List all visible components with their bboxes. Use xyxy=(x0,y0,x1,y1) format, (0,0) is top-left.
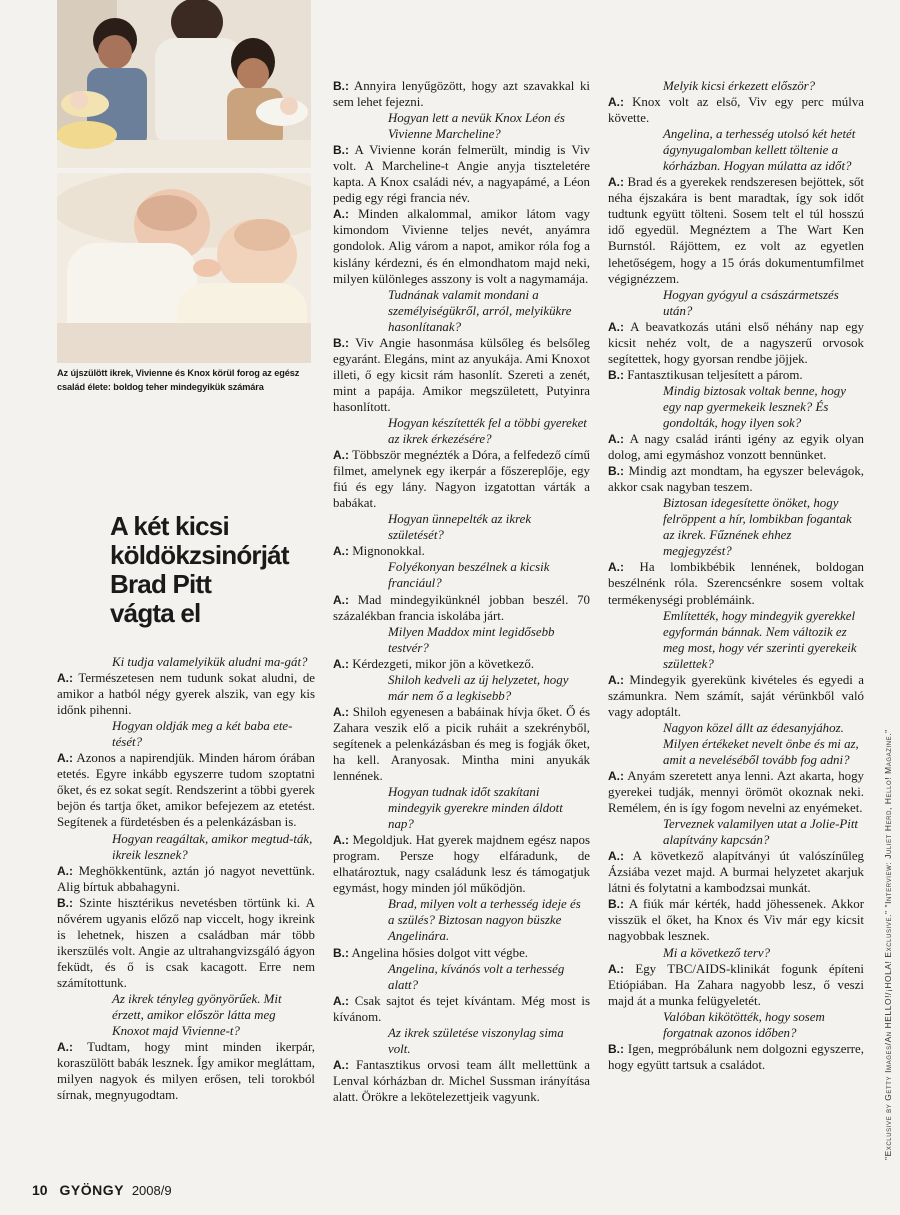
speaker-label: B.: xyxy=(333,335,349,350)
page-number: 10 xyxy=(32,1182,48,1198)
speaker-label: A.: xyxy=(333,448,349,463)
answer-text: Mindegyik gyerekünk kivételes és egyedi a számunkra. Nem számít, saját vérünkből való vagy adoptált. xyxy=(608,672,864,719)
interview-question: Hogyan lett a nevük Knox Léon és Vivienne Marcheline? xyxy=(388,111,565,142)
speaker-label: A.: xyxy=(57,671,73,686)
speaker-label: B.: xyxy=(608,897,624,912)
speaker-label: B.: xyxy=(608,367,624,382)
headline-line: Brad Pitt xyxy=(110,569,212,599)
answer-text: Minden alkalommal, amikor látom vagy kimondom Vivienne teljes nevét, anyámra gondolok. Alig várom a napot, amikor róla fog a kislány kérdezni, és én elmondhatom majd neki, milyen különleges asszony is volt a nagymamája. xyxy=(333,207,590,286)
family-photo-icon xyxy=(57,0,311,168)
interview-question: Az ikrek születése viszonylag sima volt. xyxy=(388,1025,564,1056)
answer-text: Tudtam, hogy mint minden ikerpár, koraszülött babák lesznek. Így amikor megláttam, milyen nagyok és milyen erősen, teli torokból sírnak, megnyugodtam. xyxy=(57,1040,315,1103)
interview-answer xyxy=(57,1039,315,1103)
interview-answer xyxy=(333,832,590,896)
speaker-label: A.: xyxy=(57,1040,73,1055)
interview-answer xyxy=(333,447,590,511)
speaker-label: A.: xyxy=(608,961,624,976)
magazine-name: GYÖNGY xyxy=(59,1182,124,1198)
interview-question: Hogyan gyógyul a császármetszés után? xyxy=(663,287,839,318)
speaker-label: A.: xyxy=(608,95,624,110)
answer-text: Angelina hősies dolgot vitt végbe. xyxy=(349,945,529,960)
interview-question: Nagyon közel állt az édesanyjához. Milyen értékeket nevelt önbe és mi az, amit a neveléséből tovább fog adni? xyxy=(663,720,859,767)
answer-text: Többször megnézték a Dóra, a felfedező című filmet, amelynek egy ikerpár a főszereplője, egy fiú és egy lány. Nagyon izgatottan várták a babákat. xyxy=(333,448,590,511)
answer-text: A nagy család iránti igény az egyik olyan dolog, ami egymáshoz vonzott bennünket. xyxy=(608,432,864,463)
article-column-1 xyxy=(57,654,315,1103)
answer-text: A Vivienne korán felmerült, mindig is Viv volt. A Marcheline-t Angie anyja tiszteletére kapta. A Knox családi név, a nagyapámé, a Léon pedig egy régi francia név. xyxy=(333,143,590,206)
issue-number: 2008/9 xyxy=(131,1183,172,1198)
interview-question: Mi a következő terv? xyxy=(663,945,771,960)
speaker-label: A.: xyxy=(333,207,349,222)
interview-question: Tudnának valamit mondani a személyiségükről, arról, melyikükre hasonlítanak? xyxy=(388,287,572,334)
interview-question: Angelina, a terhesség utolsó két hetét ágynyugalomban kellett töltenie a kórházban. Hogyan múlatta az időt? xyxy=(663,127,856,174)
interview-question: Hogyan ünnepelték az ikrek születését? xyxy=(388,512,532,543)
interview-answer xyxy=(333,142,590,206)
article-column-2 xyxy=(333,78,590,1105)
interview-answer xyxy=(57,750,315,830)
answer-text: Viv Angie hasonmása külsőleg és belsőleg egyaránt. Elegáns, mint az anyukája. Ami Knoxot illeti, ő egy kicsit rám hasonlít. Szereti a zenét, mint a papája. Amikor megszületett, Putyinra hasonlított. xyxy=(333,335,590,414)
photo-caption: Az újszülött ikrek, Vivienne és Knox körül forog az egész család élete: boldog teher mindegyikük számára xyxy=(57,368,300,392)
headline-line: köldökzsinórját xyxy=(110,540,289,570)
speaker-label: B.: xyxy=(57,895,73,910)
article-headline xyxy=(110,512,330,628)
answer-text: A beavatkozás utáni első néhány nap egy kicsit nehéz volt, de a nagyszerű orvosok segítettek, hogy gyorsan rendbe jöjjek. xyxy=(608,319,864,366)
answer-text: Brad és a gyerekek rendszeresen bejöttek, sőt néha éjszakára is bent maradtak, így sok időt tudtunk együtt tölteni. Sosem telt el túl hosszú idő egyedül. Megnéztem a The Wart Ken Burnstól. Rájöttem, ez volt az egyetlen lehetőségem, hogy a 15 órás dokumentumfilmet végignézzem. xyxy=(608,175,864,286)
answer-text: Azonos a napirendjük. Minden három órában etetés. Egyre inkább egyszerre tudom szoptatni őket, és ez sokat segít. Rendszerint a többi gyerek bejön és tartja őket, amikor befejezem az etetést. Segítenek a fürdetésben és a pelenkázásban is. xyxy=(57,751,315,830)
interview-answer xyxy=(608,94,864,126)
interview-answer xyxy=(608,367,864,383)
answer-text: Annyira lenyűgözött, hogy azt szavakkal ki sem lehet fejezni. xyxy=(333,79,590,110)
interview-answer xyxy=(608,672,864,720)
answer-text: A következő alapítványi út valószínűleg Ázsiába vezet majd. A burmai helyzetet akarjuk látni és folytatni a kambodzsai munkát. xyxy=(608,849,864,896)
answer-text: Szinte hisztérikus nevetésben törtünk ki. A nővérem ugyanis előző nap viccelt, hogy ikreink is lehetnek, hiszen a családban már több ikerszülés volt. Angie az ultrahangvizsgáló ágyon feküdt, és ő is csak kacagott. Erre nem számítottunk. xyxy=(57,895,315,990)
speaker-label: A.: xyxy=(608,175,624,190)
interview-answer xyxy=(57,863,315,895)
answer-text: Csak sajtot és tejet kívántam. Még most is kívánom. xyxy=(333,993,590,1024)
speaker-label: B.: xyxy=(333,143,349,158)
speaker-label: A.: xyxy=(608,319,624,334)
headline-line: A két kicsi xyxy=(110,511,229,541)
interview-answer xyxy=(608,319,864,367)
answer-text: Shiloh egyenesen a babáinak hívja őket. Ő és Zahara veszik elő a picik ruháit a szekrényből, segítenek a pelenkázásban és meg is fogják őket, ha kell. Aranyosak. Mintha mini anyukák lennének. xyxy=(333,704,590,784)
speaker-label: A.: xyxy=(57,863,73,878)
answer-text: Meghökkentünk, aztán jó nagyot nevettünk. Alig bírtuk abbahagyni. xyxy=(57,863,315,894)
speaker-label: A.: xyxy=(333,833,349,848)
interview-question: Az ikrek tényleg gyönyörűek. Mit érzett, amikor először látta meg Knoxot majd Vivienne-t? xyxy=(112,991,282,1039)
interview-answer xyxy=(333,335,590,415)
answer-text: Igen, megpróbálunk nem dolgozni egyszerre, hogy együtt tartsuk a családot. xyxy=(608,1041,864,1072)
answer-text: Knox volt az első, Viv egy perc múlva követte. xyxy=(608,95,864,126)
speaker-label: A.: xyxy=(333,704,349,719)
speaker-label: B.: xyxy=(608,464,624,479)
interview-question: Terveznek valamilyen utat a Jolie-Pitt alapítvány kapcsán? xyxy=(663,817,858,848)
answer-text: A fiúk már kérték, hadd jöhessenek. Akkor visszük el őket, ha Knox és Viv már egy kicsit nagyobbak lesznek. xyxy=(608,897,864,944)
interview-question: Hogyan tudnak időt szakítani mindegyik gyerekre minden áldott nap? xyxy=(388,785,563,832)
interview-question: Angelina, kívánós volt a terhesség alatt? xyxy=(388,961,565,992)
speaker-label: A.: xyxy=(333,1057,349,1072)
interview-question: Hogyan reagáltak, amikor megtud-ták, ikreik lesznek? xyxy=(112,831,313,862)
interview-answer xyxy=(333,543,590,559)
twins-photo-icon xyxy=(57,173,311,363)
interview-question: Melyik kicsi érkezett először? xyxy=(663,79,816,93)
answer-text: Anyám szeretett anya lenni. Azt akarta, hogy gyerekei tudják, mennyi örömöt okoznak neki. Remélem, én is így fogom nevelni az enyémeket. xyxy=(608,769,864,816)
interview-question: Mindig biztosak voltak benne, hogy egy nap gyermekeik lesznek? És gondolták, hogy ilyen sok? xyxy=(663,383,846,430)
answer-text: Egy TBC/AIDS-klinikát fogunk építeni Etiópiában. Ha Zahara nagyobb lesz, ő veszi majd át a munka felügyeletét. xyxy=(608,961,864,1008)
interview-question: Shiloh kedveli az új helyzetet, hogy már nem ő a legkisebb? xyxy=(388,672,569,703)
interview-answer xyxy=(57,895,315,991)
speaker-label: B.: xyxy=(608,1041,624,1056)
photo-credit: "Exclusive by Getty Images/An HELLO!/¡HOLA! Exclusive." "Interview: Juliet Herd, Hello! Magazine." xyxy=(883,729,893,1160)
twins-photo xyxy=(57,173,311,363)
speaker-label: A.: xyxy=(608,560,624,575)
speaker-label: A.: xyxy=(608,672,624,687)
speaker-label: A.: xyxy=(333,592,349,607)
interview-answer xyxy=(608,896,864,944)
interview-answer xyxy=(608,463,864,495)
speaker-label: A.: xyxy=(608,849,624,864)
speaker-label: A.: xyxy=(608,769,624,784)
speaker-label: A.: xyxy=(57,751,73,766)
speaker-label: B.: xyxy=(333,945,349,960)
interview-answer xyxy=(333,206,590,286)
interview-question: Valóban kikötötték, hogy sosem forgatnak azonos időben? xyxy=(663,1009,825,1040)
interview-answer xyxy=(608,1041,864,1073)
answer-text: Mignonokkal. xyxy=(349,544,425,559)
interview-answer xyxy=(608,174,864,286)
interview-answer xyxy=(608,559,864,607)
family-photo xyxy=(57,0,311,168)
interview-question: Biztosan idegesítette önöket, hogy felröppent a hír, lombikban fogantak az ikrek. Fűznének ehhez megjegyzést? xyxy=(663,496,852,559)
answer-text: Mindig azt mondtam, ha egyszer belevágok, akkor csak nagyban teszem. xyxy=(608,464,864,495)
interview-answer xyxy=(333,945,590,961)
headline-line: vágta el xyxy=(110,598,201,628)
page-footer xyxy=(32,1182,172,1198)
interview-question: Említették, hogy mindegyik gyerekkel egyformán bánnak. Nem változik ez meg most, hogy vér szerinti gyerekeik születtek? xyxy=(663,608,857,671)
speaker-label: B.: xyxy=(333,79,349,93)
interview-answer xyxy=(333,656,590,672)
speaker-label: A.: xyxy=(333,544,349,559)
answer-text: Természetesen nem tudunk sokat aludni, de amikor a hatból négy gyerek alszik, van egy kis időnk pihenni. xyxy=(57,671,315,718)
interview-answer xyxy=(57,670,315,718)
interview-question: Hogyan készítették fel a többi gyereket az ikrek érkezésére? xyxy=(388,415,587,447)
answer-text: Kérdezgeti, mikor jön a következő. xyxy=(349,656,535,671)
interview-answer xyxy=(333,1057,590,1105)
answer-text: Ha lombikbébik lennének, boldogan beszélnénk róla. Szerencsénkre sosem voltak termékenységi problémáink. xyxy=(608,560,864,607)
article-column-3 xyxy=(608,78,864,1073)
answer-text: Fantasztikusan teljesített a párom. xyxy=(624,367,803,382)
interview-question: Milyen Maddox mint legidősebb testvér? xyxy=(388,624,555,655)
answer-text: Fantasztikus orvosi team állt mellettünk a Lenval kórházban dr. Michel Sussman irányítása alatt. Örökre a lekötelezettjeik vagyunk. xyxy=(333,1057,590,1104)
speaker-label: A.: xyxy=(333,656,349,671)
answer-text: Megoldjuk. Hat gyerek majdnem egész napos program. Persze hogy elfáradunk, de elhatároztuk, nagy családunk lesz és támogatjuk egymást, hogy minden jól működjön. xyxy=(333,833,590,896)
speaker-label: A.: xyxy=(333,993,349,1008)
interview-question: Folyékonyan beszélnek a kicsik franciául? xyxy=(388,560,550,591)
interview-answer xyxy=(608,961,864,1009)
interview-answer xyxy=(608,768,864,816)
interview-question: Ki tudja valamelyikük aludni ma-gát? xyxy=(112,655,308,669)
speaker-label: A.: xyxy=(608,432,624,447)
interview-answer xyxy=(608,848,864,896)
interview-answer xyxy=(333,592,590,624)
answer-text: Mad mindegyikünknél jobban beszél. 70 százalékban francia iskolába járt. xyxy=(333,592,590,623)
interview-answer xyxy=(333,78,590,110)
interview-question: Hogyan oldják meg a két baba ete-tését? xyxy=(112,719,293,750)
interview-answer xyxy=(608,431,864,463)
interview-answer xyxy=(333,704,590,784)
interview-answer xyxy=(333,993,590,1025)
interview-question: Brad, milyen volt a terhesség ideje és a szülés? Biztosan nagyon büszke Angelinára. xyxy=(388,897,581,944)
